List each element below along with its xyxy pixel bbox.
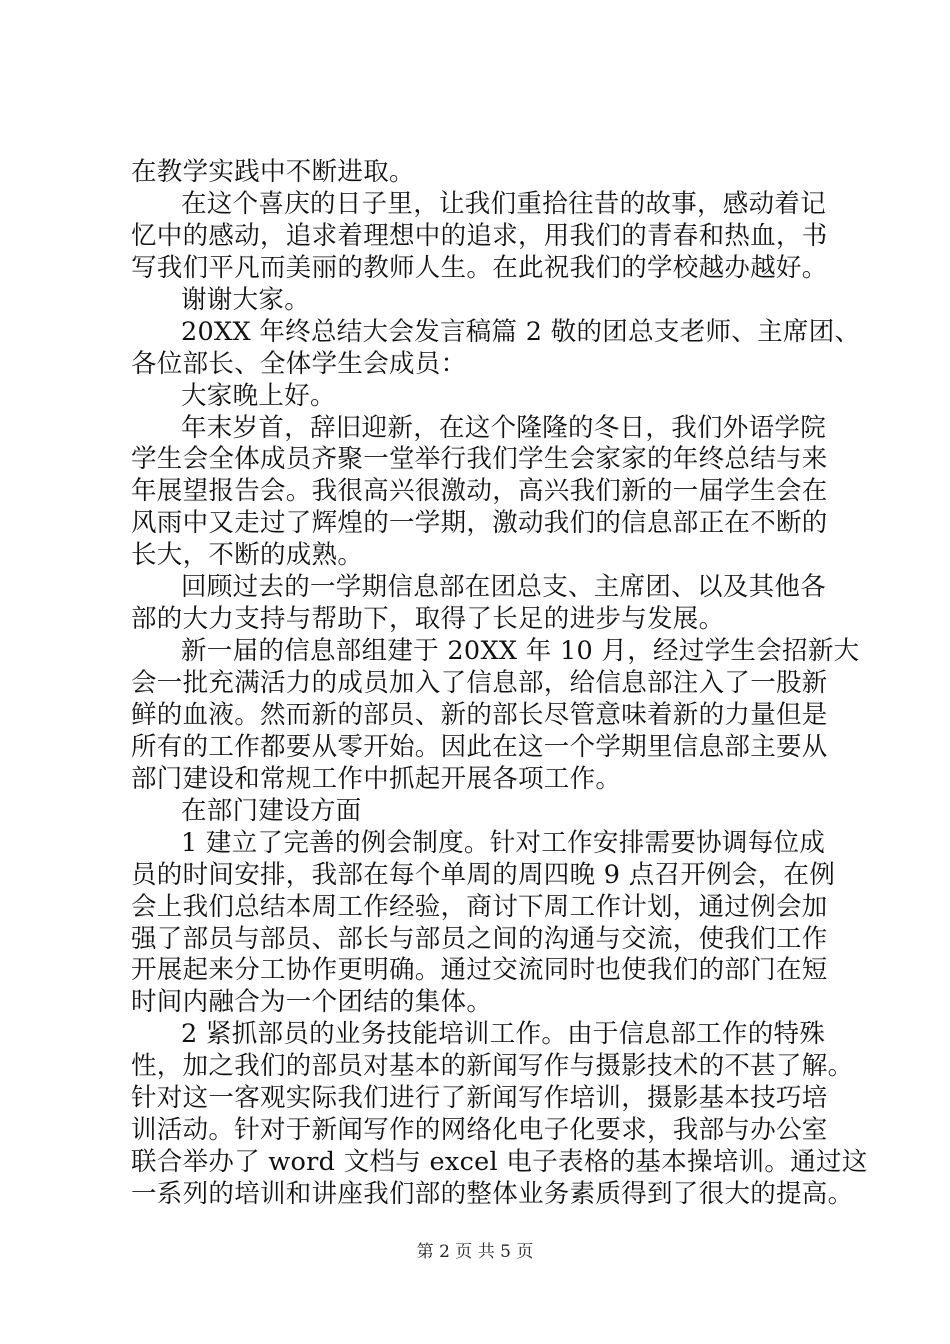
text-line: 联合举办了 word 文档与 excel 电子表格的基本操培训。通过这 bbox=[131, 1147, 868, 1177]
text-line: 回顾过去的一学期信息部在团总支、主席团、以及其他各 bbox=[181, 572, 827, 602]
text-line: 部门建设和常规工作中抓起开展各项工作。 bbox=[131, 764, 622, 794]
text-line: 2 紧抓部员的业务技能培训工作。由于信息部工作的特殊 bbox=[181, 1019, 826, 1049]
text-line: 性，加之我们的部员对基本的新闻写作与摄影技术的不甚了解。 bbox=[131, 1051, 854, 1081]
text-line: 谢谢大家。 bbox=[181, 285, 311, 315]
text-line: 鲜的血液。然而新的部员、新的部长尽管意味着新的力量但是 bbox=[131, 700, 828, 730]
text-line: 风雨中又走过了辉煌的一学期，激动我们的信息部正在不断的 bbox=[131, 508, 828, 538]
text-line: 年末岁首，辞旧迎新，在这个隆隆的冬日，我们外语学院 bbox=[181, 413, 827, 443]
text-line: 会一批充满活力的成员加入了信息部，给信息部注入了一股新 bbox=[131, 668, 828, 698]
text-line: 会上我们总结本周工作经验，商讨下周工作计划，通过例会加 bbox=[131, 892, 828, 922]
text-line: 忆中的感动，追求着理想中的追求，用我们的青春和热血，书 bbox=[131, 221, 828, 251]
text-line: 强了部员与部员、部长与部员之间的沟通与交流，使我们工作 bbox=[131, 924, 828, 954]
text-line: 一系列的培训和讲座我们部的整体业务素质得到了很大的提高。 bbox=[131, 1179, 854, 1209]
text-line: 开展起来分工协作更明确。通过交流同时也使我们的部门在短 bbox=[131, 955, 828, 985]
text-line: 员的时间安排，我部在每个单周的周四晚 9 点召开例会，在例 bbox=[131, 860, 836, 890]
text-line: 写我们平凡而美丽的教师人生。在此祝我们的学校越办越好。 bbox=[131, 253, 828, 283]
text-line: 学生会全体成员齐聚一堂举行我们学生会家家的年终总结与来 bbox=[131, 444, 828, 474]
text-line: 在教学实践中不断进取。 bbox=[131, 157, 415, 187]
text-line: 在部门建设方面 bbox=[181, 796, 362, 826]
text-line: 20XX 年终总结大会发言稿篇 2 敬的团总支老师、主席团、 bbox=[181, 317, 861, 347]
text-line: 在这个喜庆的日子里，让我们重拾往昔的故事，感动着记 bbox=[181, 189, 827, 219]
text-line: 年展望报告会。我很高兴很激动，高兴我们新的一届学生会在 bbox=[131, 476, 828, 506]
text-line: 长大，不断的成熟。 bbox=[131, 540, 364, 570]
text-line: 新一届的信息部组建于 20XX 年 10 月，经过学生会招新大 bbox=[181, 636, 860, 666]
text-line: 时间内融合为一个团结的集体。 bbox=[131, 987, 493, 1017]
page-number-footer: 第 2 页 共 5 页 bbox=[416, 1242, 534, 1262]
text-line: 1 建立了完善的例会制度。针对工作安排需要协调每位成 bbox=[181, 828, 826, 858]
text-line: 训活动。针对于新闻写作的网络化电子化要求，我部与办公室 bbox=[131, 1115, 828, 1145]
text-line: 大家晚上好。 bbox=[181, 381, 336, 411]
text-line: 所有的工作都要从零开始。因此在这一个学期里信息部主要从 bbox=[131, 732, 828, 762]
text-line: 部的大力支持与帮助下，取得了长足的进步与发展。 bbox=[131, 604, 725, 634]
text-line: 针对这一客观实际我们进行了新闻写作培训，摄影基本技巧培 bbox=[131, 1083, 828, 1113]
text-line: 各位部长、全体学生会成员： bbox=[131, 349, 467, 379]
